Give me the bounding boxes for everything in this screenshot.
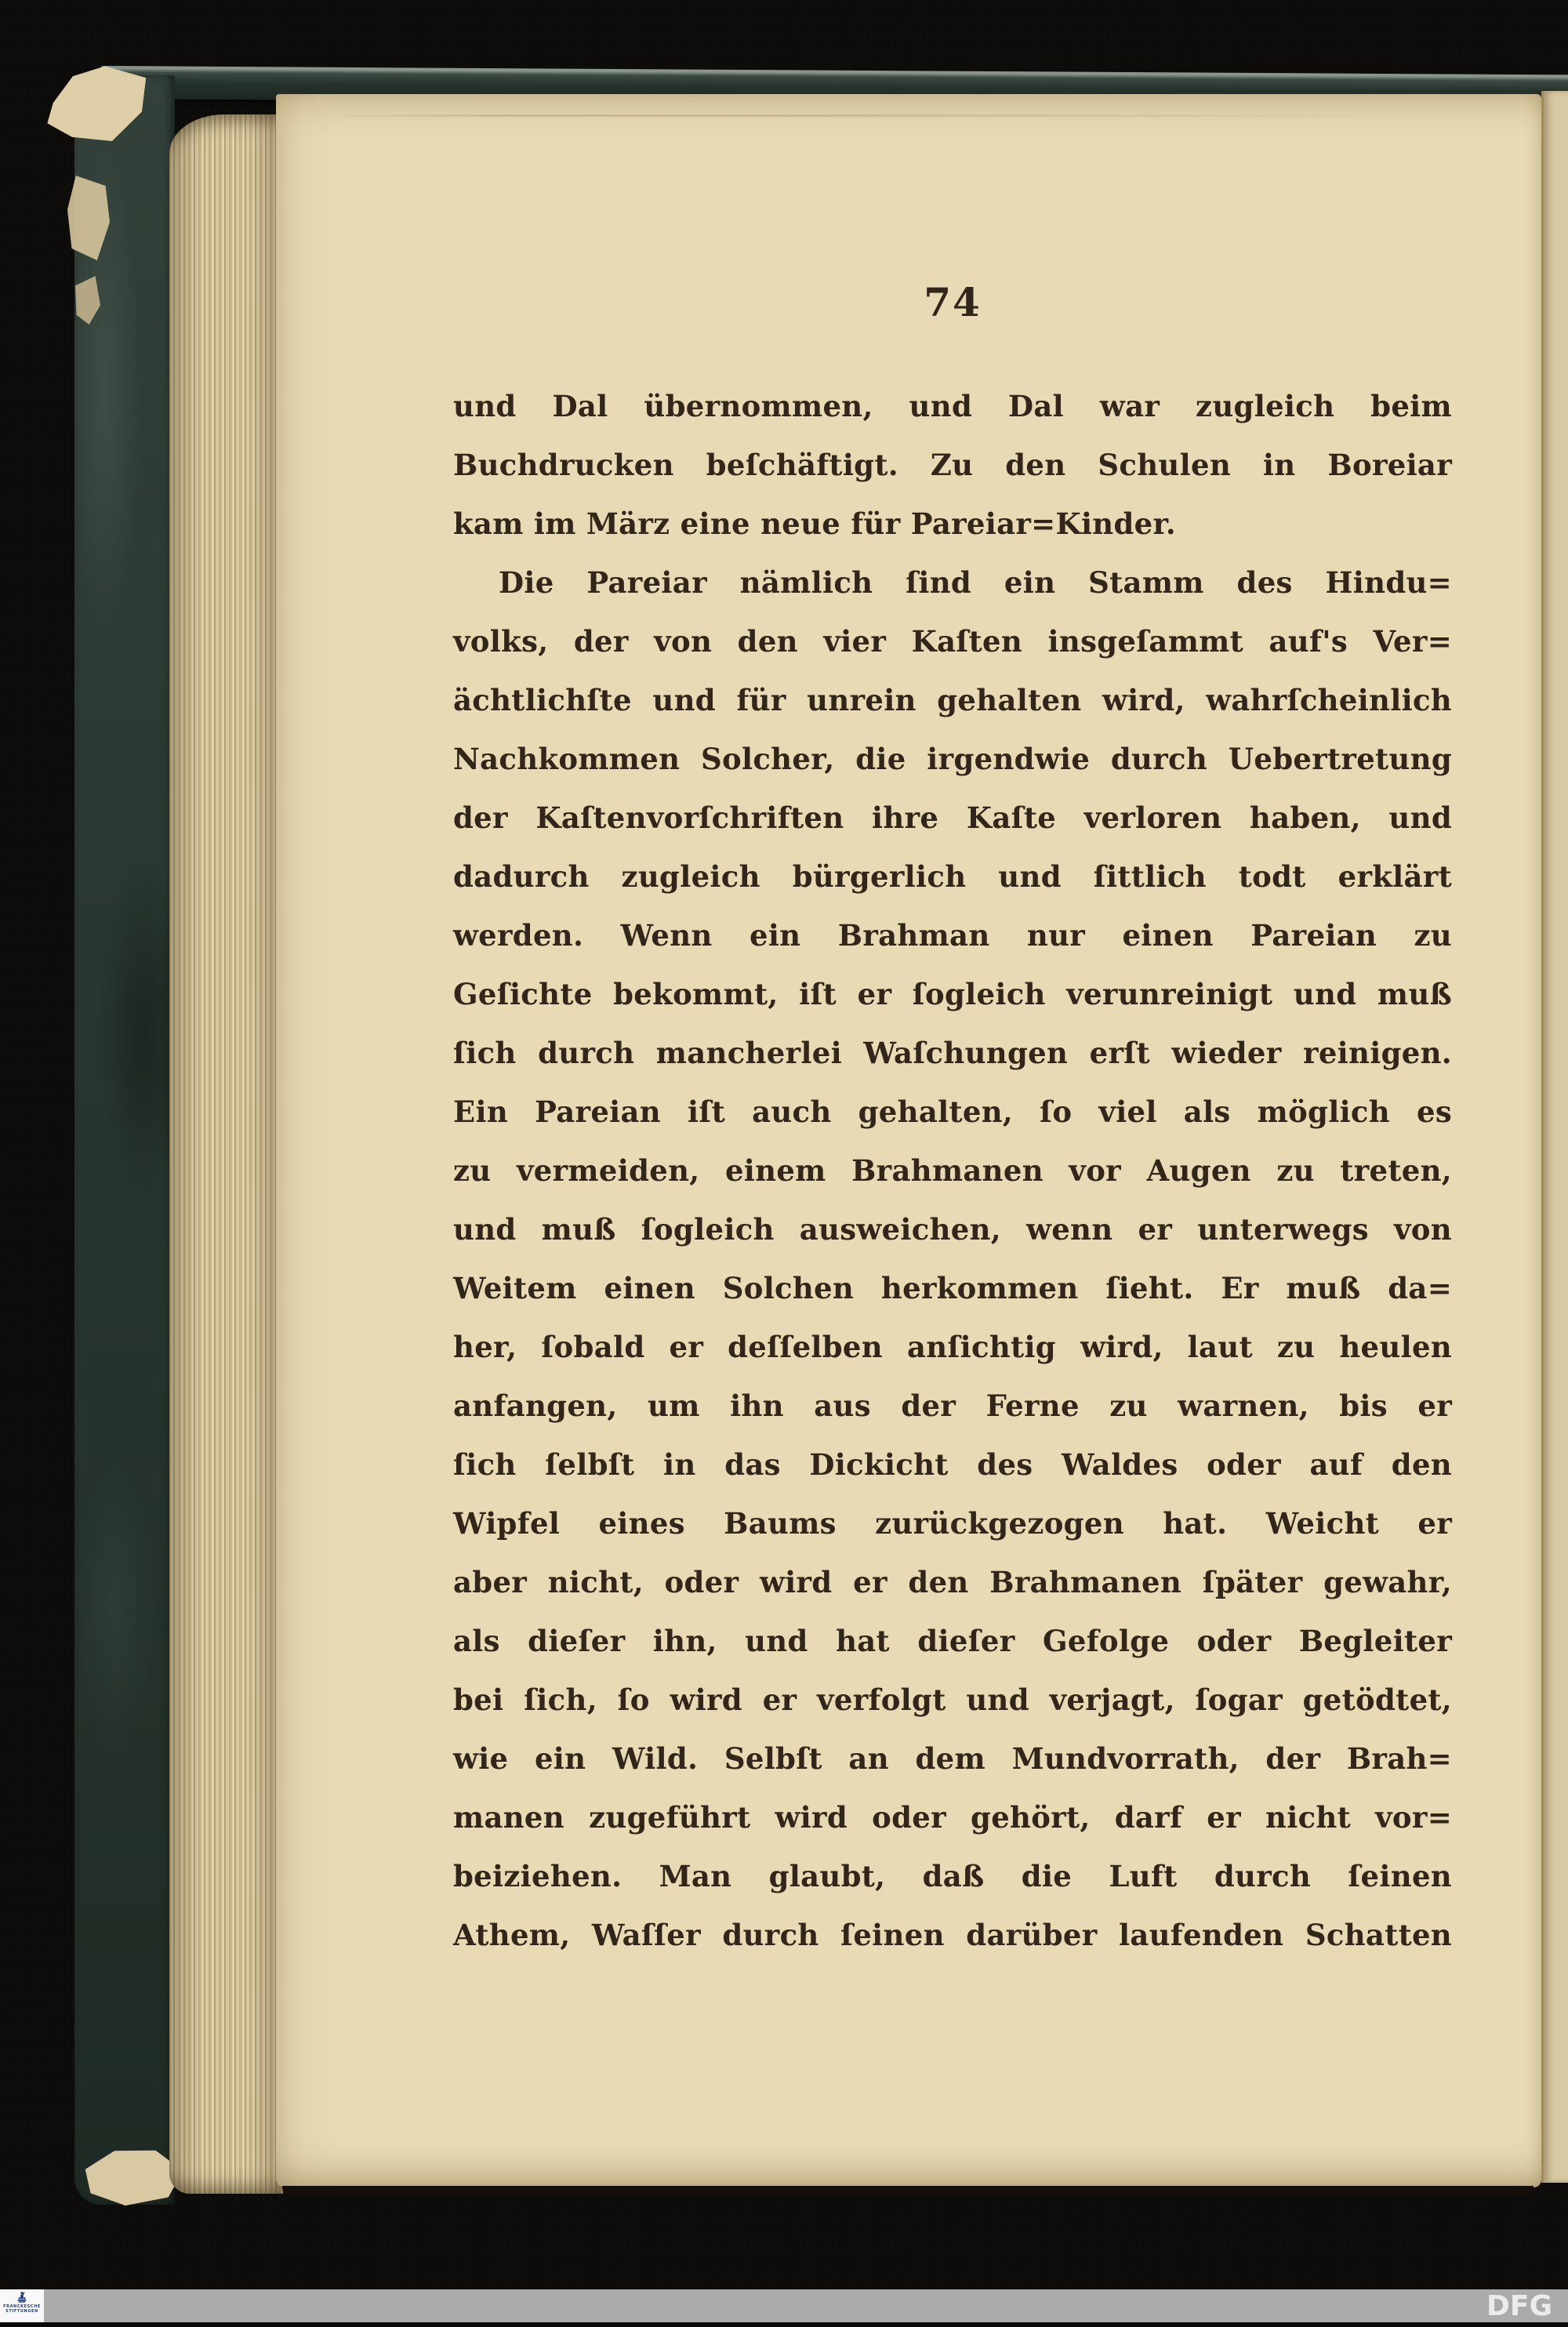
text-line: aber nicht, oder wird er den Brahmanen ſpäter gewahr, [453, 1565, 1452, 1599]
viewer-footer-bar [0, 2289, 1568, 2327]
text-line: Weitem einen Solchen herkommen ſieht. Er muß da= [453, 1271, 1452, 1305]
text-line: Wipfel eines Baums zurückgezogen hat. Weicht er [453, 1506, 1452, 1541]
image-bottom-edge [0, 2322, 1568, 2327]
text-line: dadurch zugleich bürgerlich und ſittlich todt erklärt [453, 859, 1452, 894]
text-line: und muß ſogleich ausweichen, wenn er unterwegs von [453, 1212, 1452, 1247]
text-line: Die Pareiar nämlich ſind ein Stamm des Hindu= [499, 565, 1452, 600]
book-bottom-edge [282, 2186, 1534, 2195]
page-crease [289, 114, 1503, 117]
text-line: ſich durch mancherlei Waſchungen erſt wieder reinigen. [453, 1036, 1452, 1070]
text-line: ſich ſelbſt in das Dickicht des Waldes oder auf den [453, 1447, 1452, 1482]
page-number: 74 [924, 279, 982, 325]
text-line: beiziehen. Man glaubt, daß die Luft durch ſeinen [453, 1859, 1452, 1893]
text-line: her, ſobald er deſſelben anſichtig wird, laut zu heulen [453, 1330, 1452, 1364]
franckesche-stiftungen-icon [16, 2291, 28, 2303]
text-line: und Dal übernommen, und Dal war zugleich beim [453, 389, 1452, 423]
text-line: der Kaſtenvorſchriften ihre Kaſte verloren haben, und [453, 800, 1452, 835]
text-line: Geſichte bekommt, iſt er ſogleich verunreinigt und muß [453, 977, 1452, 1011]
text-line: als dieſer ihn, und hat dieſer Gefolge oder Begleiter [453, 1624, 1452, 1658]
text-line: Athem, Waſſer durch ſeinen darüber laufenden Schatten [453, 1918, 1452, 1952]
text-line: wie ein Wild. Selbſt an dem Mundvorrath, der Brah= [453, 1741, 1452, 1776]
text-line: Buchdrucken beſchäftigt. Zu den Schulen in Boreiar [453, 448, 1452, 482]
text-line: bei ſich, ſo wird er verfolgt und verjagt, ſogar getödtet, [453, 1683, 1452, 1717]
text-line: werden. Wenn ein Brahman nur einen Pareian zu [453, 918, 1452, 953]
page-text [453, 377, 1452, 1965]
text-line: anfangen, um ihn aus der Ferne zu warnen, bis er [453, 1389, 1452, 1423]
text-line: Nachkommen Solcher, die irgendwie durch Uebertretung [453, 742, 1452, 776]
institution-logo [0, 2289, 44, 2324]
book-cover-left-board [74, 75, 175, 2205]
text-line: kam im März eine neue für Pareiar=Kinder. [453, 506, 1177, 541]
institution-logo-text: FRANCKESCHE STIFTUNGEN [3, 2304, 41, 2314]
dfg-logo: DFG [1486, 2290, 1552, 2322]
text-line: volks, der von den vier Kaſten insgeſammt auf's Ver= [453, 624, 1452, 659]
text-line: manen zugeführt wird oder gehört, darf er nicht vor= [453, 1800, 1452, 1835]
text-line: zu vermeiden, einem Brahmanen vor Augen zu treten, [453, 1153, 1452, 1188]
text-line: ächtlichſte und für unrein gehalten wird, wahrſcheinlich [453, 683, 1452, 717]
text-line: Ein Pareian iſt auch gehalten, ſo viel als möglich es [453, 1095, 1452, 1129]
adjacent-page-edge [1541, 91, 1568, 2183]
page-edge-stack [169, 114, 283, 2194]
